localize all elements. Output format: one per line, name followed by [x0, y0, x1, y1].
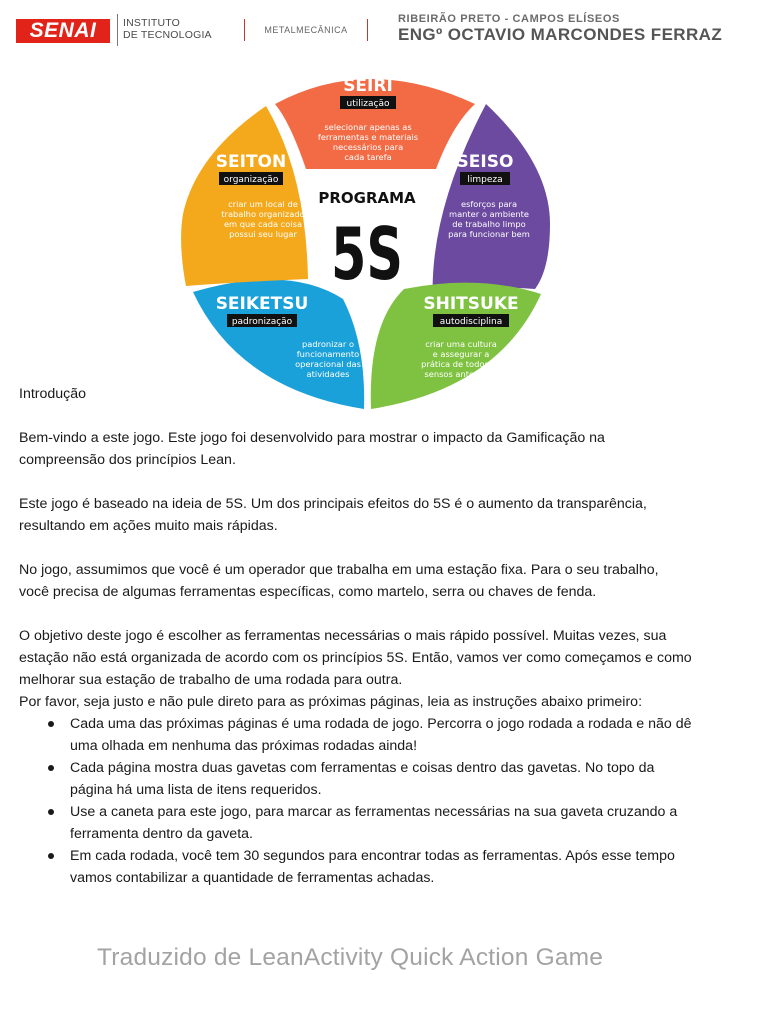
institute-line-1: INSTITUTO — [123, 17, 181, 29]
petal-seiton — [181, 106, 308, 286]
list-item — [19, 801, 719, 845]
petal-desc-seiso-3: de trabalho limpo — [452, 219, 526, 229]
petal-desc-seiri-2: ferramentas e materiais — [317, 132, 419, 142]
petal-desc-seiso-4: para funcionar bem — [448, 229, 530, 239]
petal-desc-seiketsu-4: atividades — [306, 369, 350, 379]
list-item-3-line-2: ferramenta dentro da gaveta. — [70, 826, 253, 842]
paragraph-1-line-2: compreensão dos princípios Lean. — [19, 452, 236, 468]
paragraph-1-line-1: Bem-vindo a este jogo. Este jogo foi desenvolvido para mostrar o impacto da Gamificação na — [19, 430, 605, 446]
list-item-4-line-2: vamos contabilizar a quantidade de ferramentas achadas. — [70, 870, 435, 886]
petal-desc-seiton-4: possui seu lugar — [229, 229, 297, 239]
paragraph-2 — [19, 493, 719, 537]
list-item-3-line-1: Use a caneta para este jogo, para marcar as ferramentas necessárias na sua gaveta cruzando a — [70, 804, 678, 820]
paragraph-4-line-2: estação não está organizada de acordo com os princípios 5S. Então, vamos ver como começamos e como — [19, 650, 692, 666]
paragraph-4-line-3: melhorar sua estação de trabalho de uma rodada para outra. — [19, 672, 403, 688]
list-item-1-line-1: Cada uma das próximas páginas é uma rodada de jogo. Percorra o jogo rodada a rodada e não dê — [70, 716, 692, 732]
list-item — [19, 757, 719, 801]
petal-desc-seiso-1: esforços para — [460, 199, 518, 209]
center-5s: 5S — [331, 212, 403, 296]
petal-tag-seiton: organização — [223, 175, 279, 185]
five-s-diagram — [178, 64, 558, 414]
petal-title-shitsuke: SHITSUKE — [423, 294, 519, 314]
petal-desc-seiri-4: cada tarefa — [344, 152, 392, 162]
paragraph-2-line-2: resultando em ações muito mais rápidas. — [19, 518, 278, 534]
petal-title-seiton: SEITON — [215, 152, 287, 172]
footer-credit: Traduzido de LeanActivity Quick Action Game — [97, 944, 604, 971]
petal-title-seiketsu: SEIKETSU — [215, 294, 309, 314]
center-title: PROGRAMA — [318, 189, 416, 207]
instructions-list — [19, 713, 719, 889]
list-item-1-line-2: uma olhada em nenhuma das próximas rodadas ainda! — [70, 738, 418, 754]
school-name: ENGº OCTAVIO MARCONDES FERRAZ — [398, 25, 723, 44]
petal-desc-shitsuke-3: prática de todos os — [421, 359, 501, 369]
petal-tag-seiri: utilização — [346, 99, 390, 109]
paragraph-2-line-1: Este jogo é baseado na ideia de 5S. Um dos principais efeitos do 5S é o aumento da transparência, — [19, 496, 647, 512]
institute-line-2: DE TECNOLOGIA — [123, 29, 212, 41]
document-body — [19, 383, 719, 889]
petal-desc-seiton-2: trabalho organizado — [221, 209, 305, 219]
petal-desc-seiketsu-1: padronizar o — [301, 339, 355, 349]
paragraph-3-line-2: você precisa de algumas ferramentas específicas, como martelo, serra ou chaves de fenda. — [19, 584, 597, 600]
petal-desc-shitsuke-4: sensos anteriores — [424, 369, 498, 379]
list-item — [19, 845, 719, 889]
petal-desc-seiri-1: selecionar apenas as — [324, 122, 412, 132]
list-item — [19, 713, 719, 757]
petal-desc-shitsuke-2: e assegurar a — [432, 349, 490, 359]
senai-logo: SENAI — [16, 19, 110, 43]
logo-divider — [117, 14, 118, 46]
petal-desc-seiketsu-2: funcionamento — [296, 349, 360, 359]
list-item-2-line-1: Cada página mostra duas gavetas com ferramentas e coisas dentro das gavetas. No topo da — [70, 760, 655, 776]
petal-title-seiri: SEIRI — [343, 76, 393, 96]
paragraph-4-line-1: O objetivo deste jogo é escolher as ferramentas necessárias o mais rápido possível. Muitas vezes, sua — [19, 628, 667, 644]
area-label: METALMECÂNICA — [244, 19, 368, 41]
paragraph-4 — [19, 625, 719, 691]
petal-tag-seiso: limpeza — [467, 175, 503, 185]
page-header — [0, 0, 768, 60]
petal-desc-seiton-3: em que cada coisa — [223, 219, 303, 229]
list-item-2-line-2: página há uma lista de itens requeridos. — [70, 782, 322, 798]
petal-desc-seiketsu-3: operacional das — [295, 359, 361, 369]
institute-name — [123, 17, 212, 41]
petal-title-seiso: SEISO — [456, 152, 514, 172]
five-s-wheel — [178, 64, 558, 414]
list-item-4-line-1: Em cada rodada, você tem 30 segundos para encontrar todas as ferramentas. Após esse tempo — [70, 848, 675, 864]
petal-desc-seiri-3: necessários para — [332, 142, 404, 152]
petal-tag-shitsuke: autodisciplina — [439, 317, 503, 327]
petal-desc-seiso-2: manter o ambiente — [448, 209, 530, 219]
paragraph-3-line-1: No jogo, assumimos que você é um operador que trabalha em uma estação fixa. Para o seu trabalho, — [19, 562, 659, 578]
paragraph-3 — [19, 559, 719, 603]
paragraph-5: Por favor, seja justo e não pule direto para as próximas páginas, leia as instruções abaixo primeiro: — [19, 694, 643, 710]
paragraph-1 — [19, 427, 719, 471]
petal-tag-seiketsu: padronização — [231, 317, 293, 327]
school-location: RIBEIRÃO PRETO - CAMPOS ELÍSEOS — [398, 13, 620, 25]
petal-desc-seiton-1: criar um local de — [228, 199, 298, 209]
petal-desc-shitsuke-1: criar uma cultura — [425, 339, 497, 349]
intro-heading: Introdução — [19, 386, 87, 402]
